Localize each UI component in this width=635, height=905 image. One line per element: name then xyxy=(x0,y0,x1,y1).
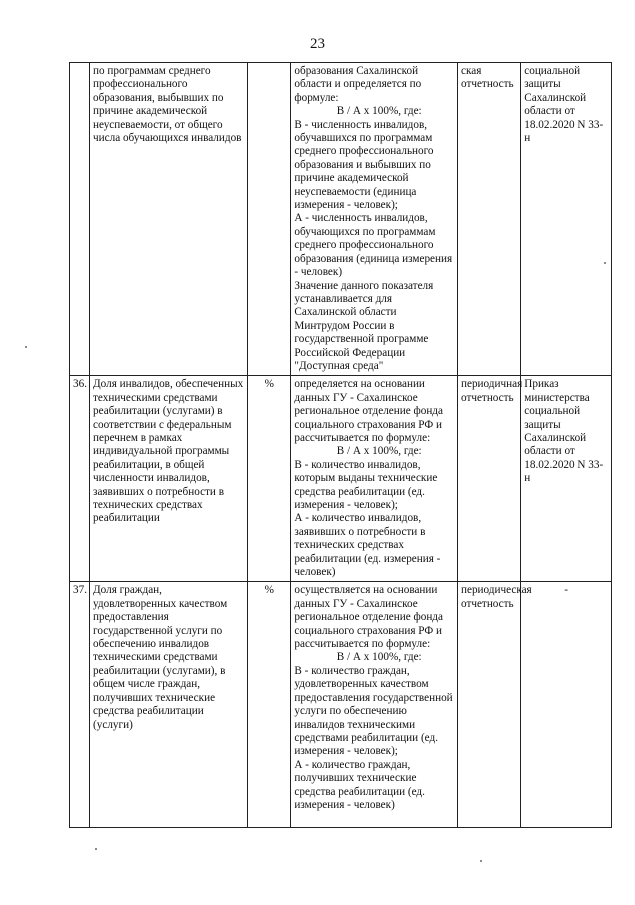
indicators-table xyxy=(69,62,612,828)
reporting-period: периодическая отчетность xyxy=(458,582,521,828)
method-intro: образования Сахалинской области и определяется по формуле: xyxy=(294,65,422,104)
reporting-period: периодичная отчетность xyxy=(458,376,521,582)
table-row xyxy=(70,582,612,828)
row-number: 37. xyxy=(70,582,90,828)
page-number: 23 xyxy=(310,36,325,52)
indicator-name: по программам среднего профессионального образования, выбывших по причине академической неуспеваемости, от общего числа обучающихся инвалидов xyxy=(90,63,248,376)
reporting-period: ская отчетность xyxy=(458,63,521,376)
unit: % xyxy=(248,582,291,828)
indicator-name: Доля граждан, удовлетворенных качеством предоставления государственной услуги по обеспечению инвалидов техническими средствами реабилитации (услугами), в общем числе граждан, получивших технические средства реабилитации (услуги) xyxy=(90,582,248,828)
method-details: В - численность инвалидов, обучавшихся по программам среднего профессионального образования и выбывших по причине академической неуспеваемости (единица измерения - человек); А - численность инвалидов, обучающихся по программам среднего профессионального образования (единица измерения - человек) Значение данного показателя устанавливается для Сахалинской области Минтрудом России в государственной программе Российской Федерации "Доступная среда" xyxy=(294,118,453,372)
calculation-method xyxy=(291,376,458,582)
method-intro: осуществляется на основании данных ГУ - Сахалинское региональное отделение фонда социального страхования РФ и рассчитывается по формуле: xyxy=(294,584,443,651)
scan-speck xyxy=(480,860,482,862)
indicator-name: Доля инвалидов, обеспеченных техническими средствами реабилитации (услугами) в соответствии с федеральным перечнем в рамках индивидуальной программы реабилитации, в общей численности инвалидов, заявивших о потребности в технических средствах реабилитации xyxy=(90,376,248,582)
table-row xyxy=(70,376,612,582)
method-details: В - количество граждан, удовлетворенных качеством предоставления государственной услуги по обеспечению инвалидов техническими средствами реабилитации (ед. измерения - человек); А - количество граждан, получивших технические средства реабилитации (ед. измерения - человек) xyxy=(294,664,453,811)
source-document: - xyxy=(521,582,612,828)
formula: В / А x 100%, где: xyxy=(336,105,422,118)
source-document: Приказ министерства социальной защиты Сахалинской области от 18.02.2020 N 33-н xyxy=(521,376,612,582)
scan-speck xyxy=(604,262,606,264)
source-document: социальной защиты Сахалинской области от 18.02.2020 N 33-н xyxy=(521,63,612,376)
scan-speck xyxy=(95,848,97,850)
row-number xyxy=(70,63,90,376)
table-row xyxy=(70,63,612,376)
scan-speck xyxy=(25,346,27,348)
calculation-method xyxy=(291,63,458,376)
method-details: В - количество инвалидов, которым выданы технические средства реабилитации (ед. измерения - человек); А - количество инвалидов, заявивших о потребности в технических средствах реабилитации (ед. измерения - человек) xyxy=(294,458,441,579)
method-intro: определяется на основании данных ГУ - Сахалинское региональное отделение фонда социального страхования РФ и рассчитывается по формуле: xyxy=(294,378,443,444)
formula: В / А x 100%, где: xyxy=(336,445,422,458)
unit xyxy=(248,63,291,376)
row-number: 36. xyxy=(70,376,90,582)
formula: В / А x 100%, где: xyxy=(336,651,422,664)
calculation-method xyxy=(291,582,458,828)
unit: % xyxy=(248,376,291,582)
